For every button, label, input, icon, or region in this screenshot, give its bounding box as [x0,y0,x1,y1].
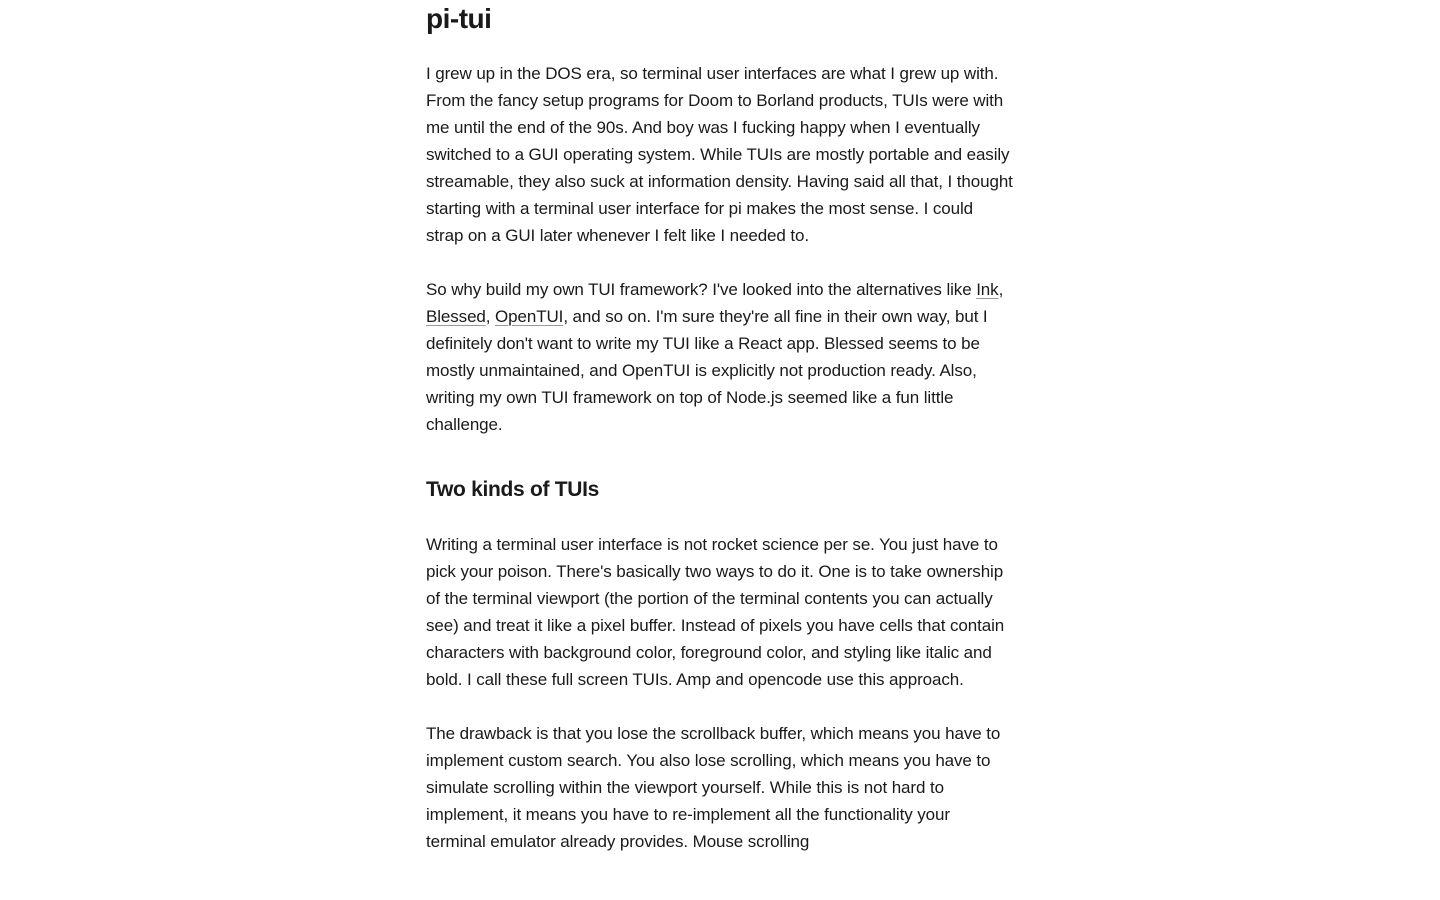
article [426,0,1014,855]
link-opentui[interactable]: OpenTUI [495,307,564,326]
page-title: pi-tui [426,3,492,34]
paragraph-text-after: , and so on. I'm sure they're all fine in their own way, but I definitely don't want to write my TUI like a React app. Blessed seems to be mostly unmaintained, and OpenTUI is explicitly not production ready. Also, writing my own TUI framework on top of Node.js seemed like a fun little challenge. [426,307,988,434]
section-paragraph-2: The drawback is that you lose the scrollback buffer, which means you have to implement custom search. You also lose scrolling, which means you have to simulate scrolling within the viewport yourself. While this is not hard to implement, it means you have to re-implement all the functionality your terminal emulator already provides. Mouse scrolling [426,724,1001,851]
link-ink[interactable]: Ink [976,280,999,299]
paragraph-text-sep2: , [485,307,496,326]
section-heading-two-kinds-of-tuis: Two kinds of TUIs [426,478,600,501]
intro-paragraph-2 [426,276,1014,438]
link-blessed[interactable]: Blessed [426,307,486,326]
paragraph-text-before: So why build my own TUI framework? I've looked into the alternatives like [426,280,977,299]
paragraph-text-sep1: , [998,280,1004,299]
intro-paragraph-1: I grew up in the DOS era, so terminal user interfaces are what I grew up with. From the fancy setup programs for Doom to Borland products, TUIs were with me until the end of the 90s. And boy was I fucking happy when I eventually switched to a GUI operating system. While TUIs are mostly portable and easily streamable, they also suck at information density. Having said all that, I thought starting with a terminal user interface for pi makes the most sense. I could strap on a GUI later whenever I felt like I needed to. [426,64,1013,245]
section-paragraph-1: Writing a terminal user interface is not rocket science per se. You just have to pick your poison. There's basically two ways to do it. One is to take ownership of the terminal viewport (the portion of the terminal contents you can actually see) and treat it like a pixel buffer. Instead of pixels you have cells that contain characters with background color, foreground color, and styling like italic and bold. I call these full screen TUIs. Amp and opencode use this approach. [426,535,1005,689]
